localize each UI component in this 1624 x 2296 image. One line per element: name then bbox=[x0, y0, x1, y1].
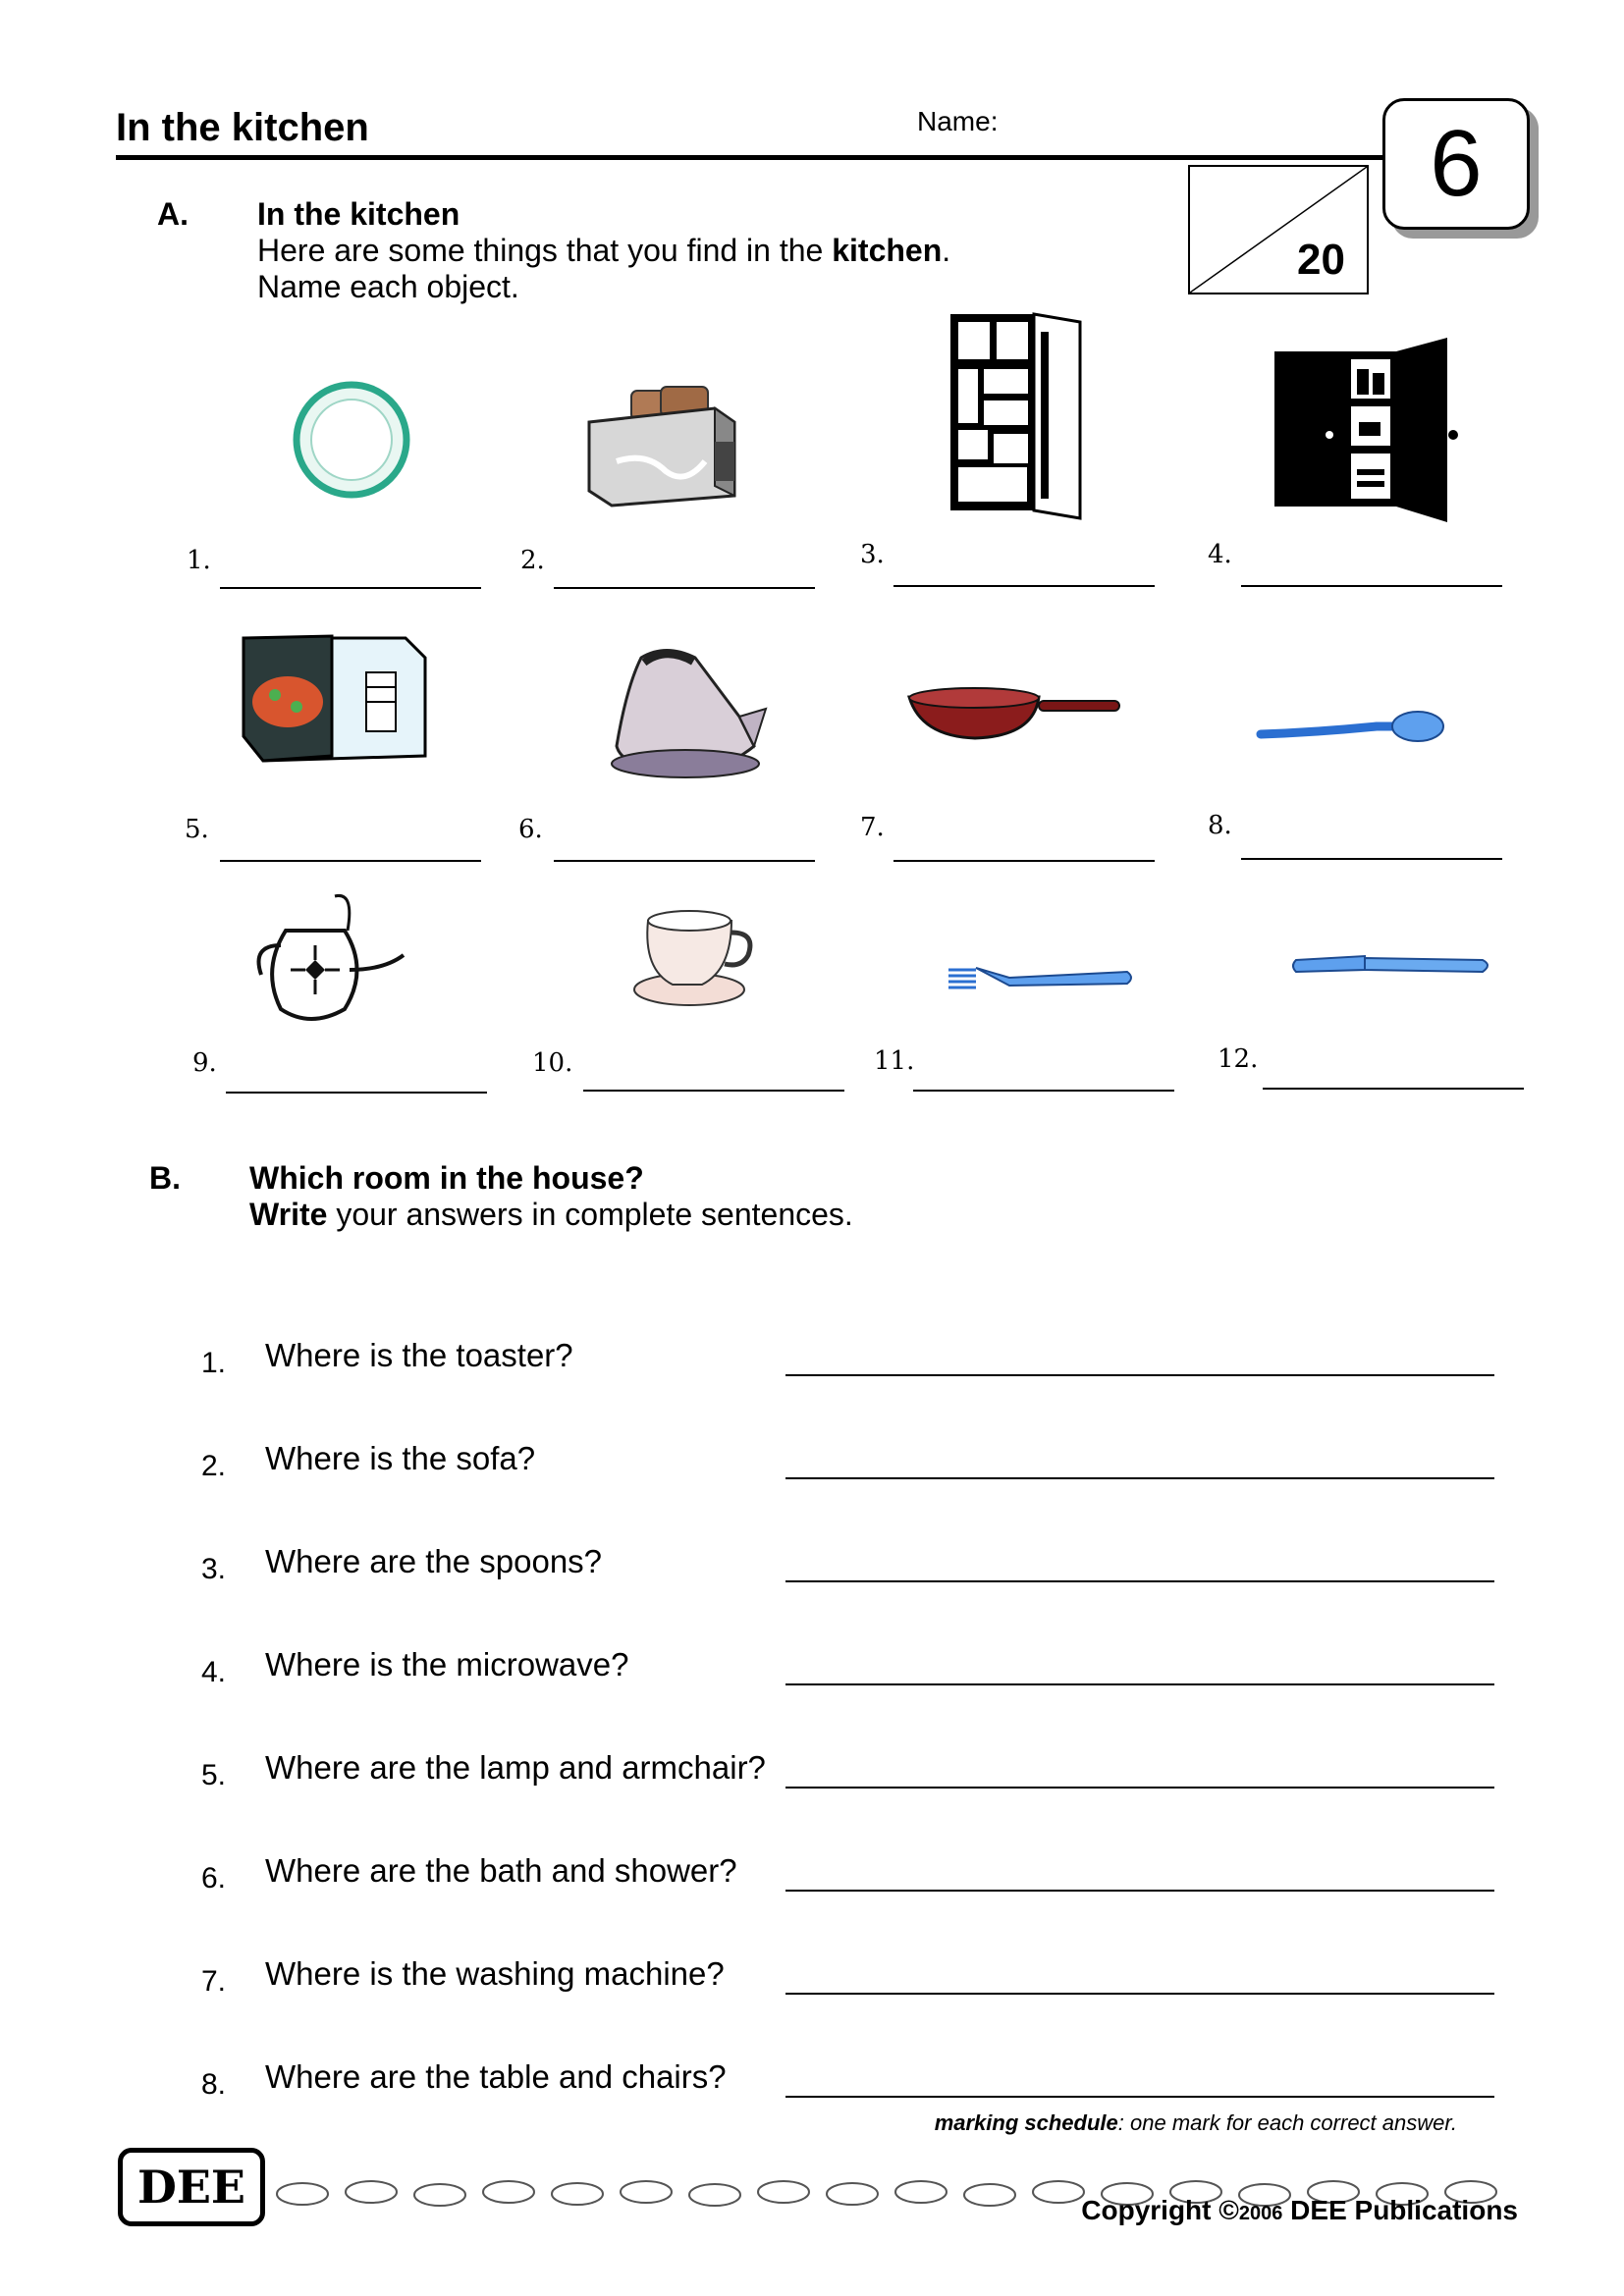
question-row: 2. Where is the sofa? bbox=[201, 1440, 1497, 1499]
vocab-item: 5. bbox=[185, 589, 499, 874]
vocab-item: 4. bbox=[1210, 312, 1524, 597]
answer-line[interactable] bbox=[785, 1374, 1494, 1376]
microwave-icon bbox=[185, 589, 499, 805]
section-b-instruction: Write your answers in complete sentences. bbox=[249, 1197, 853, 1232]
vocab-item: 2. bbox=[518, 314, 833, 599]
section-a-instruction: Here are some things that you find in the kitchen. bbox=[257, 233, 951, 268]
section-b-letter: B. bbox=[149, 1160, 181, 1196]
vocab-item: 8. bbox=[1210, 589, 1524, 874]
answer-line[interactable] bbox=[1263, 1088, 1524, 1090]
section-b-heading: Which room in the house? bbox=[249, 1160, 644, 1196]
answer-line[interactable] bbox=[785, 1993, 1494, 1995]
score-box[interactable] bbox=[1188, 165, 1369, 294]
frying-pan-icon bbox=[862, 589, 1176, 805]
answer-line[interactable] bbox=[785, 1787, 1494, 1789]
vocab-item: 11. bbox=[872, 862, 1186, 1147]
question-row: 6. Where are the bath and shower? bbox=[201, 1852, 1497, 1911]
page-title: In the kitchen bbox=[116, 106, 369, 149]
marking-schedule: marking schedule: one mark for each correct answer. bbox=[934, 2110, 1457, 2135]
answer-line[interactable] bbox=[893, 585, 1155, 587]
fridge-icon bbox=[862, 312, 1176, 528]
vocab-item: 12. bbox=[1218, 862, 1532, 1147]
vocab-item: 9. bbox=[192, 862, 507, 1147]
vocab-item: 6. bbox=[518, 589, 833, 874]
section-a-instruction-2: Name each object. bbox=[257, 269, 519, 304]
vocab-item: 10. bbox=[530, 862, 844, 1147]
vocab-item: 3. bbox=[862, 312, 1176, 597]
fork-icon bbox=[872, 862, 1186, 1078]
answer-line[interactable] bbox=[583, 1090, 844, 1092]
question-row: 4. Where is the microwave? bbox=[201, 1646, 1497, 1705]
question-row: 8. Where are the table and chairs? bbox=[201, 2058, 1497, 2117]
kettle-icon bbox=[518, 589, 833, 805]
question-row: 1. Where is the toaster? bbox=[201, 1337, 1497, 1396]
answer-line[interactable] bbox=[1241, 585, 1502, 587]
cup-and-saucer-icon bbox=[530, 862, 844, 1078]
answer-line[interactable] bbox=[226, 1092, 487, 1094]
vocab-item: 1. bbox=[185, 314, 499, 599]
answer-line[interactable] bbox=[785, 1477, 1494, 1479]
question-row: 3. Where are the spoons? bbox=[201, 1543, 1497, 1602]
vocab-item: 7. bbox=[862, 589, 1176, 874]
header-rule bbox=[116, 155, 1384, 160]
answer-line[interactable] bbox=[785, 1683, 1494, 1685]
teapot-icon bbox=[192, 862, 507, 1078]
answer-line[interactable] bbox=[1241, 858, 1502, 860]
question-row: 7. Where is the washing machine? bbox=[201, 1955, 1497, 2014]
knife-icon bbox=[1218, 862, 1532, 1078]
answer-line[interactable] bbox=[913, 1090, 1174, 1092]
answer-line[interactable] bbox=[785, 1580, 1494, 1582]
spoon-icon bbox=[1210, 589, 1524, 805]
question-row: 5. Where are the lamp and armchair? bbox=[201, 1749, 1497, 1808]
worksheet-number-badge: 6 bbox=[1382, 98, 1530, 230]
toaster-icon bbox=[518, 314, 833, 530]
answer-line[interactable] bbox=[785, 2096, 1494, 2098]
total-marks: 20 bbox=[1297, 236, 1345, 284]
copyright: Copyright ©2006 DEE Publications bbox=[1081, 2195, 1518, 2225]
answer-line[interactable] bbox=[785, 1890, 1494, 1892]
plate-icon bbox=[185, 314, 499, 530]
section-a-heading: In the kitchen bbox=[257, 196, 460, 232]
section-a-letter: A. bbox=[157, 196, 189, 232]
cupboard-icon bbox=[1210, 312, 1524, 528]
name-label: Name: bbox=[917, 106, 999, 136]
dee-logo: DEE bbox=[118, 2148, 265, 2226]
